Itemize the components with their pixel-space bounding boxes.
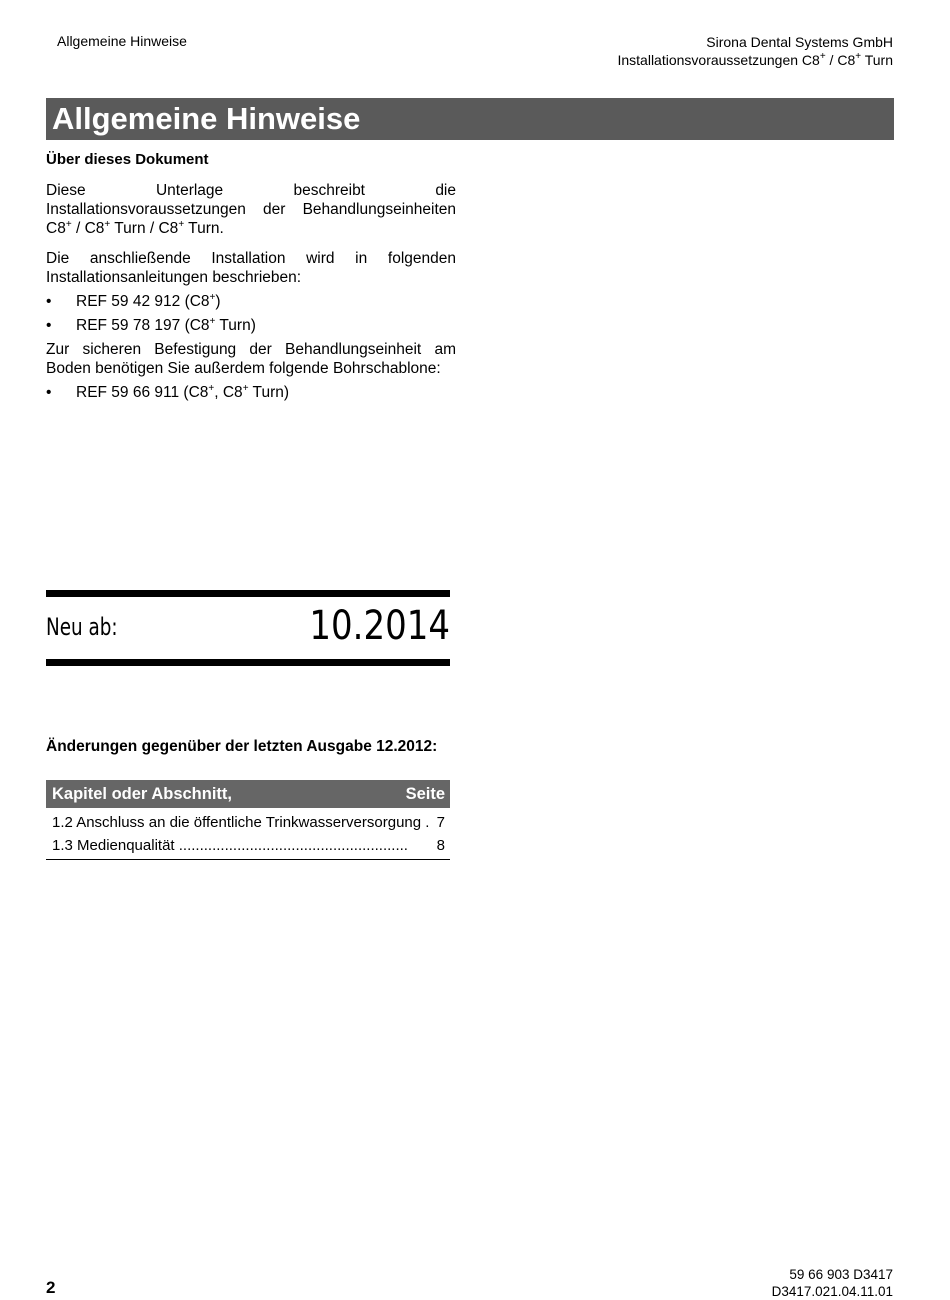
chapter-banner: Allgemeine Hinweise [46,98,894,140]
table-row: 1.3 Medienqualität ....................................................... 8 [52,837,445,854]
document-subject: Installationsvoraussetzungen C8+ / C8+ Turn [617,51,893,68]
changes-table-header [46,780,450,808]
edition-rule-bottom [46,659,450,666]
document-number: 59 66 903 D3417 D3417.021.04.11.01 [771,1267,893,1299]
paragraph-installation: Die anschließende Installation wird in folgenden Installationsanleitungen beschrieben: [46,250,456,286]
running-header-left: Allgemeine Hinweise [57,33,187,49]
paragraph-intro: Diese Unterlage beschreibt die Installationsvoraussetzungen der Behandlungseinheiten C8+ / C8+ Turn / C8+ Turn. [46,182,456,237]
list-item: • REF 59 78 197 (C8+ Turn) [46,316,256,334]
list-item: • REF 59 66 911 (C8+, C8+ Turn) [46,383,290,401]
paragraph-template: Zur sicheren Befestigung der Behandlungseinheit am Boden benötigen Sie außerdem folgende Bohrschablone: [46,341,456,377]
company-name: Sirona Dental Systems GmbH [706,34,893,50]
section-heading: Über dieses Dokument [46,151,209,168]
page-number: 2 [46,1278,56,1297]
edition-rule-top [46,590,450,597]
table-bottom-rule [46,859,450,860]
table-row: 1.2 Anschluss an die öffentliche Trinkwasserversorgung . 7 [52,814,445,831]
edition-date: 10.2014 [309,603,450,649]
running-header-right [617,33,893,69]
edition-label: Neu ab: [46,613,118,641]
changes-heading: Änderungen gegenüber der letzten Ausgabe 12.2012: [46,738,438,755]
column-header-page: Seite [405,785,445,803]
column-header-chapter: Kapitel oder Abschnitt, [52,785,232,803]
main-content [46,150,456,407]
list-item: • REF 59 42 912 (C8+) [46,292,221,310]
